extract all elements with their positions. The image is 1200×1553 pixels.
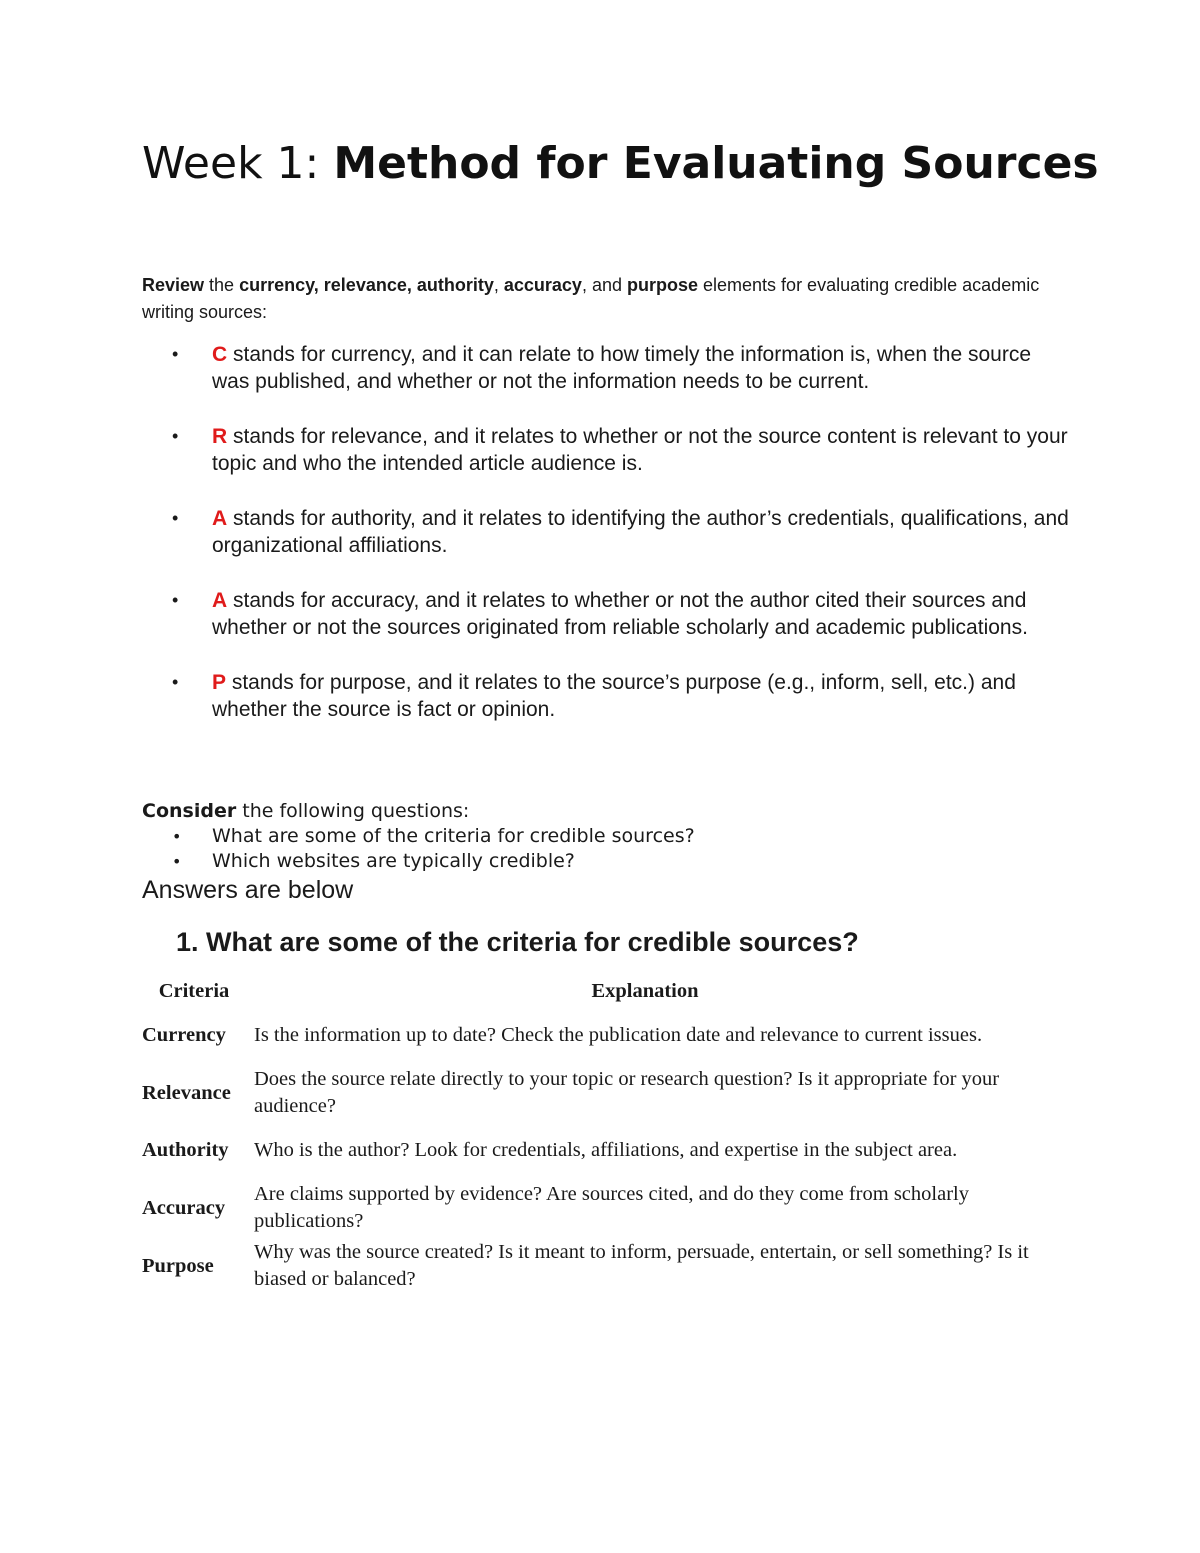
- answers-heading: Answers are below: [142, 876, 354, 904]
- intro-text-3: , and: [581, 275, 627, 295]
- bullet-icon: •: [172, 426, 179, 446]
- criteria-table: [138, 976, 1040, 1295]
- bullet-icon: •: [172, 590, 179, 610]
- list-item: [142, 849, 1042, 874]
- list-item: [142, 505, 1072, 559]
- intro-review: Review: [142, 275, 205, 295]
- consider-rest: the following questions:: [236, 800, 470, 822]
- intro-text-1: the: [204, 275, 240, 295]
- bullet-icon: •: [172, 344, 179, 364]
- intro-text-4: elements for evaluating credible academic writing sources:: [142, 275, 1040, 322]
- title-main: Method for Evaluating Sources: [333, 138, 1099, 189]
- crap-letter: A: [212, 507, 228, 530]
- criteria-name: Relevance: [142, 1081, 231, 1104]
- consider-section: [142, 798, 1042, 874]
- list-item: [142, 824, 1042, 849]
- crap-letter: R: [212, 425, 228, 448]
- crap-text: stands for authority, and it relates to identifying the author’s credentials, qualifications, and organizational affiliations.: [212, 507, 1069, 557]
- table-header-row: [138, 976, 1040, 1007]
- criteria-explanation: Who is the author? Look for credentials, affiliations, and expertise in the subject area.: [254, 1139, 958, 1161]
- table-row: [138, 1064, 1040, 1122]
- intro-purpose: purpose: [627, 275, 699, 295]
- crap-text: stands for currency, and it can relate to how timely the information is, when the source was published, and whether or not the information needs to be current.: [212, 343, 1032, 393]
- crap-text: stands for relevance, and it relates to whether or not the source content is relevant to your topic and who the intended article audience is.: [212, 425, 1068, 475]
- criteria-explanation: Is the information up to date? Check the publication date and relevance to current issues.: [254, 1024, 983, 1046]
- criteria-name: Authority: [142, 1139, 229, 1161]
- question-text: What are some of the criteria for credible sources?: [212, 825, 695, 847]
- list-item: [142, 341, 1072, 395]
- criteria-explanation: Does the source relate directly to your topic or research question? Is it appropriate for your audience?: [254, 1068, 1000, 1117]
- intro-paragraph: [142, 272, 1042, 326]
- crap-letter: P: [212, 671, 227, 694]
- bullet-icon: •: [172, 672, 179, 692]
- list-item: [142, 587, 1072, 641]
- bullet-icon: •: [172, 827, 182, 846]
- crap-text: stands for purpose, and it relates to the source’s purpose (e.g., inform, sell, etc.) and whether the source is fact or opinion.: [212, 671, 1016, 721]
- criteria-explanation: Are claims supported by evidence? Are sources cited, and do they come from scholarly publications?: [254, 1183, 969, 1232]
- consider-heading: [142, 798, 1042, 824]
- bullet-icon: •: [172, 508, 179, 528]
- list-item: [142, 669, 1072, 723]
- intro-text-2: ,: [493, 275, 504, 295]
- column-header-criteria: Criteria: [158, 980, 230, 1002]
- intro-accuracy: accuracy: [503, 275, 582, 295]
- question-heading: 1. What are some of the criteria for credible sources?: [176, 927, 859, 957]
- list-item: [142, 423, 1072, 477]
- column-header-explanation: Explanation: [591, 980, 699, 1002]
- criteria-name: Accuracy: [142, 1196, 226, 1219]
- criteria-explanation: Why was the source created? Is it meant to inform, persuade, entertain, or sell something? Is it biased or balanced?: [254, 1241, 1029, 1290]
- intro-keywords: currency, relevance, authority: [239, 275, 494, 295]
- bullet-icon: •: [172, 852, 182, 871]
- consider-lead: Consider: [142, 800, 237, 822]
- criteria-name: Purpose: [142, 1254, 214, 1277]
- criteria-name: Currency: [142, 1024, 226, 1046]
- question-list: [142, 824, 1042, 874]
- table-row: [138, 1179, 1040, 1237]
- crap-letter: A: [212, 589, 228, 612]
- table-row: [138, 1122, 1040, 1179]
- table-row: [138, 1007, 1040, 1064]
- question-text: Which websites are typically credible?: [212, 850, 575, 872]
- table-row: [138, 1237, 1040, 1295]
- crap-text: stands for accuracy, and it relates to whether or not the author cited their sources and whether or not the sources originated from reliable scholarly and academic publications.: [212, 589, 1028, 639]
- title-prefix: Week 1:: [142, 138, 334, 189]
- page-title: [142, 134, 1122, 194]
- crap-list: [142, 341, 1072, 751]
- crap-letter: C: [212, 343, 228, 366]
